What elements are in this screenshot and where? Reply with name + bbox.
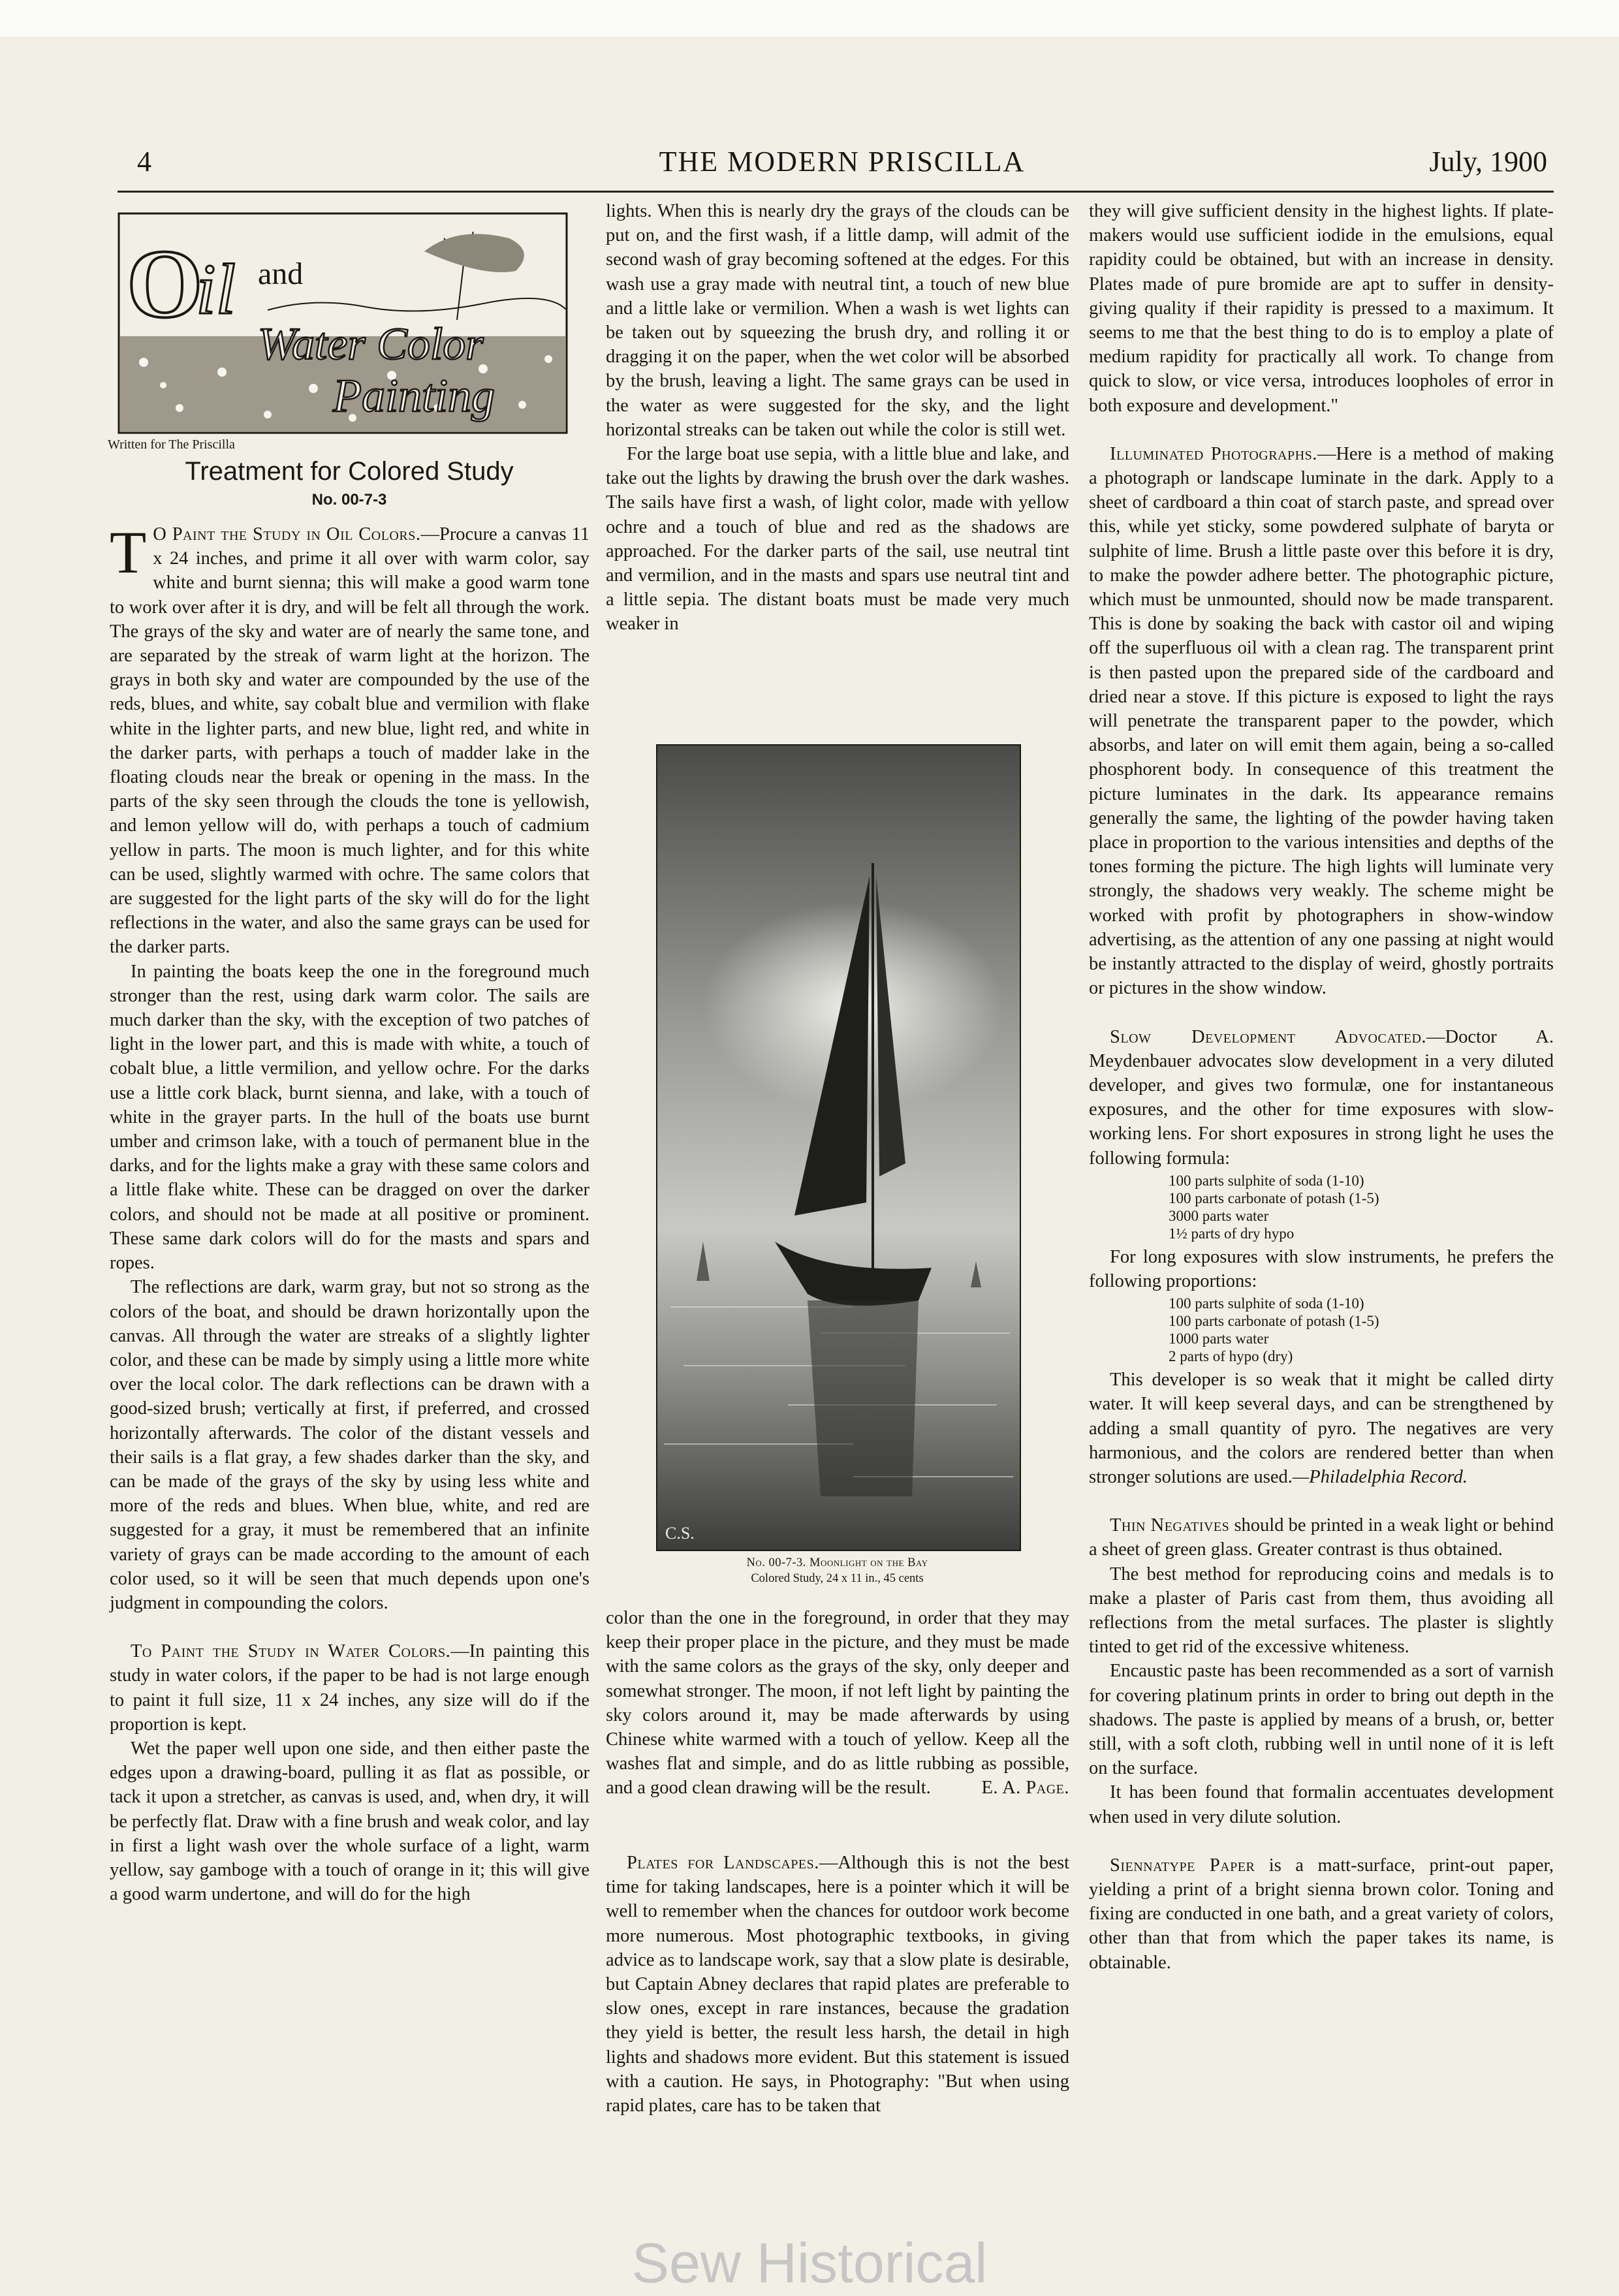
siennatype-text: is a matt-surface, print-out paper, yielding a print of a bright sienna brown color. Toning and fixing are conducted in one bath, and a great variety of colors, other than that from which the paper takes its name, is obtainable.	[1089, 1855, 1554, 1973]
thin-negatives-heading: Thin Negatives	[1110, 1515, 1230, 1536]
boat-reflection	[808, 1300, 919, 1496]
formula-line: 100 parts sulphite of soda (1-10)	[1169, 1295, 1364, 1312]
formalin-paragraph: It has been found that formalin accentuates development when used in very dilute solution.	[1089, 1782, 1554, 1827]
col2-text-3: color than the one in the foreground, in order that they may keep their proper place in the picture, and they must be made with the same colors as the grays of the sky, only deeper and somewhat stronger. The moon, if not left light by painting the sky colors around it, may be made afterwards by using Chinese white warmed with a touch of yellow. Keep all the washes flat and simple, and do as little rubbing as possible, and a good clean drawing will be the result.	[606, 1608, 1069, 1799]
formula-line: 2 parts of hypo (dry)	[1169, 1348, 1293, 1365]
slow-dev-closing	[1089, 1368, 1554, 1489]
oil-heading: O Paint the Study in Oil Colors.	[153, 524, 421, 544]
water-text-1: —In painting this study in water colors, if the paper to be had is not large enough to paint it full size, 11 x 24 inches, any size will do if the proportion is kept.	[110, 1641, 589, 1735]
magazine-title: THE MODERN PRISCILLA	[659, 146, 1026, 178]
illuminated-text: —Here is a method of making a photograph or landscape luminate in the dark. Apply to a sheet of cardboard a thin coat of starch paste, and spread over this, while yet sticky, some powdered sulphate of baryta or sulphite of lime. Brush a little paste over this before it is dry, to make the powder adhere better. The photographic picture, which must be unmounted, should now be made transparent. This is done by soaking the back with castor oil and wiping off the superfluous oil with a clean rag. The transparent print is then pasted upon the prepared side of the cardboard and dried near a stove. If this picture is exposed to light the rays will penetrate the transparent paper to the powder, which absorbs, and later on will emit them again, being a so-called phosphorent body. In consequence of this treatment the picture luminates in the dark. Its appearance remains generally the same, the lighting of the powder having taken place in proportion to the various intensities and depths of the tones forming the picture. The high lights will luminate very strongly, the shadows very weakly. The scheme might be worked with profit by photographers in show-window advertising, as the attention of any one passing at night would be instantly attracted to the display of weird, ghostly portraits or pictures in the show window.	[1089, 443, 1554, 999]
banner-and: and	[258, 257, 304, 291]
illustration-caption	[653, 1555, 1022, 1586]
author-signature: E. A. Page.	[981, 1778, 1069, 1799]
slow-dev-heading: Slow Development Advocated.	[1110, 1026, 1427, 1047]
caption-line-1: No. 00-7-3. Moonlight on the Bay	[746, 1556, 928, 1569]
coins-paragraph: The best method for reproducing coins and medals is to make a plaster of Paris cast from them, thus avoiding all reflections from the metal surfaces. The plaster is slightly tinted to get rid of the excessive whiteness.	[1089, 1564, 1554, 1658]
column-1	[110, 519, 589, 1906]
column-2-plates	[606, 1851, 1069, 2118]
illuminated-heading: Illuminated Photographs.	[1110, 443, 1317, 464]
slow-dev-source: —Philadelphia Record.	[1292, 1466, 1468, 1487]
running-head	[137, 145, 1547, 191]
illuminated-paragraph	[1089, 442, 1554, 1001]
formula-short-exposures	[1089, 1172, 1554, 1242]
siennatype-paragraph	[1089, 1853, 1554, 1975]
written-for-credit: Written for The Priscilla	[108, 437, 235, 452]
header-rule	[118, 191, 1554, 193]
water-heading: To Paint the Study in Water Colors.	[131, 1641, 451, 1662]
oil-and-water-color-painting-banner	[118, 212, 568, 434]
slow-dev-text: —Doctor A. Meydenbauer advocates slow development in a very diluted developer, and gives two formulæ, one for instantaneous exposures, and the other for time exposures with slow-working lens. For short exposures in strong light he uses the following formula:	[1089, 1026, 1554, 1169]
formula-line: 100 parts sulphite of soda (1-10)	[1169, 1172, 1364, 1189]
siennatype-heading: Siennatype Paper	[1110, 1855, 1255, 1876]
page-top-edge	[0, 0, 1619, 37]
banner-water-color: Water Color	[258, 319, 484, 370]
col2-paragraph-2: For the large boat use sepia, with a little blue and lake, and take out the lights by drawing the brush over the dark washes. The sails have first a wash, of light color, made with yellow ochre and a touch of blue and red as the shadows are approached. For the darker parts of the sail, use neutral tint and vermilion, and in the masts and spars use neutral tint and a little sepia. The distant boats must be made very much weaker in	[606, 444, 1069, 635]
column-2-bottom	[606, 1606, 1069, 1801]
banner-il: il	[196, 249, 236, 329]
formula-line: 100 parts carbonate of potash (1-5)	[1169, 1313, 1379, 1330]
thin-negatives-paragraph	[1089, 1513, 1554, 1562]
formula-line: 1000 parts water	[1169, 1330, 1269, 1347]
formula-long-exposures	[1089, 1295, 1554, 1365]
plates-text: —Although this is not the best time for taking landscapes, here is a pointer which it will be well to remember when the chances for outdoor work become more numerous. Most photographic textbooks, in giving advice as to landscape work, say that a slow plate is desirable, but Captain Abney declares that rapid plates are preferable to slow ones, except in rare instances, because the gradation they yield is better, the result less harsh, the detail in high lights and shadows more evident. But this statement is issued with a caution. He says, in Photography: "But when using rapid plates, care has to be taken that	[606, 1853, 1070, 2116]
drop-cap: T	[110, 519, 147, 586]
caption-line-2: Colored Study, 24 x 11 in., 45 cents	[751, 1572, 924, 1585]
column-2-top	[606, 199, 1069, 637]
watermark: Sew Historical	[631, 2232, 988, 2295]
slow-dev-long-text: For long exposures with slow instruments, he prefers the following proportions:	[1089, 1246, 1554, 1291]
oil-paragraph-2: In painting the boats keep the one in the foreground much stronger than the rest, using dark warm color. The sails are much darker than the sky, with the exception of two patches of light in the lower part, and this is made with white, a touch of cobalt blue, a little vermilion, and yellow ochre. For the darks use a little cork black, burnt sienna, and lake, with a touch of white in the grayer parts. In the hull of the boats use burnt umber and crimson lake, with a touch of permanent blue in the darks, and for the lights make a gray with these same colors and a little flake white. These can be dragged on over the darker colors, and should not be made at all positive or prominent. These same dark colors will do for the masts and spars and ropes.	[110, 961, 589, 1274]
col2-paragraph-1: lights. When this is nearly dry the grays of the clouds can be put on, and the first wash, if a little damp, will admit of the second wash of gray becoming softened at the edges. For this wash use a gray made with neutral tint, a touch of new blue and a little lake or vermilion. When a wash is wet lights can be taken out by squeezing the brush dry, and rolling it or dragging it on the paper, when the wet color will be absorbed by the brush, leaving a light. The same grays can be used in the water as were suggested for the sky, and the light horizontal streaks can be taken out while the color is still wet.	[606, 201, 1069, 440]
issue-date: July, 1900	[1429, 146, 1547, 178]
plates-paragraph	[606, 1851, 1069, 2118]
banner-painting: Painting	[333, 370, 495, 422]
banner-initial-o: O	[127, 230, 203, 338]
plates-heading: Plates for Landscapes.	[627, 1853, 819, 1873]
article-title: Treatment for Colored Study	[185, 457, 514, 486]
artist-initials: C.S.	[665, 1524, 695, 1543]
oil-paragraph-3: The reflections are dark, warm gray, but not so strong as the colors of the boat, and should be drawn horizontally upon the canvas. All through the water are streaks of a slightly lighter color, and these can be made by simply using a little more white over the local color. The dark reflections can be drawn with a good-sized brush; vertically at first, if preferred, and crossed horizontally afterwards. The color of the distant vessels and their sails is a flat gray, a few shades darker than the sky, and can be made of the grays of the sky by using less white and more of the reds and blues. When blue, white, and red are suggested for a gray, it must be remembered that an infinite variety of grays can be made according to the amount of each color used, so it will be seen that much depends upon one's judgment in compounding the colors.	[110, 1277, 589, 1613]
formula-line: 1½ parts of dry hypo	[1169, 1225, 1295, 1242]
slow-dev-closing-text: This developer is so weak that it might be called dirty water. It will keep several days, and can be strengthened by adding a small quantity of pyro. The negatives are very harmonious, and the colors are rendered better than when stronger solutions are used.	[1089, 1370, 1554, 1487]
page-number: 4	[137, 146, 151, 178]
slow-dev-paragraph	[1089, 1025, 1554, 1171]
study-number: No. 00-7-3	[311, 491, 387, 509]
formula-line: 100 parts carbonate of potash (1-5)	[1169, 1189, 1379, 1206]
oil-paragraph-1	[110, 519, 589, 960]
thin-negatives-text: should be printed in a weak light or behind a sheet of green glass. Greater contrast is thus obtained.	[1089, 1515, 1554, 1560]
water-paragraph-2: Wet the paper well upon one side, and then either paste the edges upon a drawing-board, pulling it as flat as possible, or tack it upon a stretcher, as canvas is used, and, when dry, it will be perfectly flat. Draw with a fine brush and weak color, and lay in first a light wash over the whole surface of a light, warm yellow, say gamboge with a touch of orange in it; this will give a good warm undertone, and will do for the high	[110, 1738, 589, 1905]
col2-paragraph-3	[606, 1606, 1069, 1801]
oil-text-1: —Procure a canvas 11 x 24 inches, and prime it all over with warm color, say white and burnt sienna; this will make a good warm tone to work over after it is dry, and will be felt all through the work. The grays of the sky and water are of nearly the same tone, and are separated by the streak of warm light at the horizon. The grays in both sky and water are compounded by the use of the reds, blues, and white, say cobalt blue and vermilion with flake white in the lighter parts, and new blue, light red, and white in the darker parts, with perhaps a touch of madder lake in the floating clouds near the break or opening in the mass. In the parts of the sky seen through the clouds the tone is yellowish, and lemon yellow will do, with perhaps a touch of cadmium yellow in parts. The moon is much lighter, and for this white can be used, slightly warmed with ochre. The same colors that are suggested for the light parts of the sky will do for the light reflections in the water, and also the same grays can be used for the darker parts.	[110, 524, 589, 958]
water-paragraph-1	[110, 1639, 589, 1737]
encaustic-paragraph: Encaustic paste has been recommended as a sort of varnish for covering platinum prints in order to bring out depth in the shadows. The paste is applied by means of a brush, or, better still, with a soft cloth, rubbing well in until none of it is left on the surface.	[1089, 1661, 1554, 1779]
moonlight-on-the-bay-illustration	[656, 744, 1021, 1551]
column-3	[1089, 199, 1554, 1975]
formula-line: 3000 parts water	[1169, 1207, 1269, 1224]
plates-continued: they will give sufficient density in the highest lights. If plate-makers would use sufficient iodide in the emulsions, equal rapidity could be obtained, but with an increase in density. Plates made of pure bromide are apt to suffer in density-giving quality if their rapidity is pressed to a maximum. It seems to me that the best thing to do is to employ a plate of medium rapidity for practically all work. To change from quick to slow, or vice versa, introduces loopholes of error in both exposure and development."	[1089, 201, 1554, 416]
